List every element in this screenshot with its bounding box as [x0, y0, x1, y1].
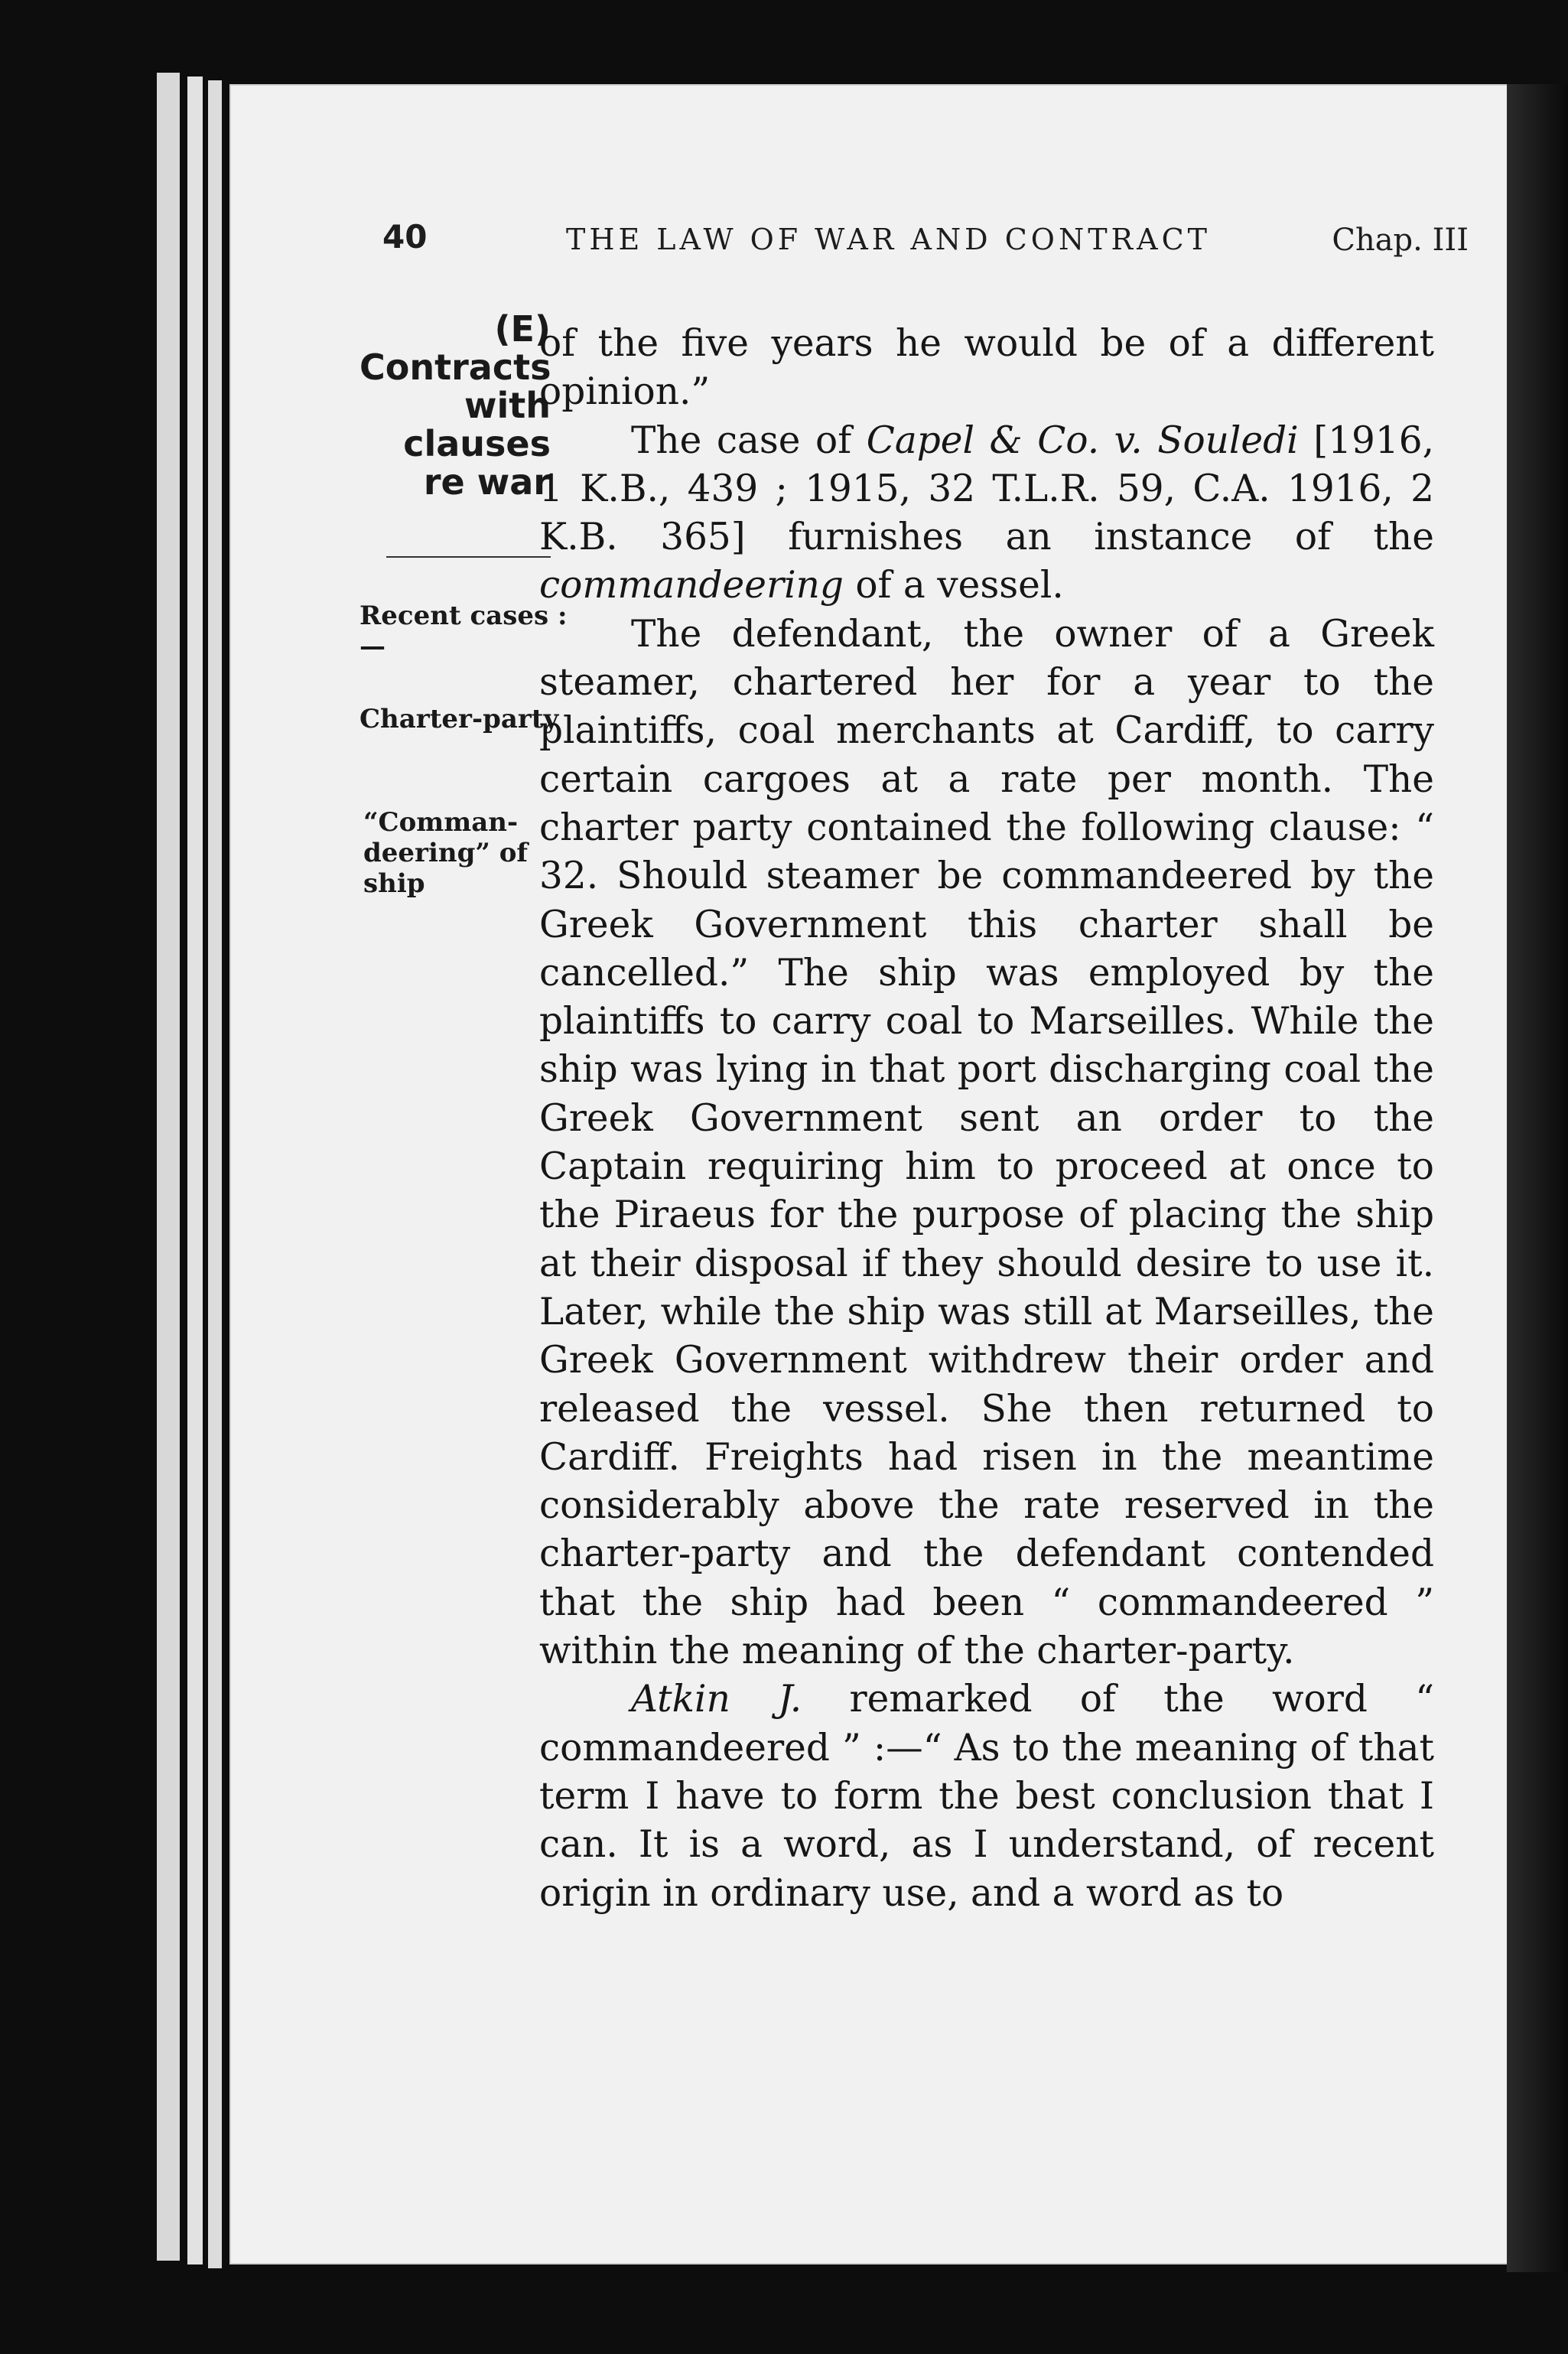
case-end: of a vessel. [843, 564, 1064, 607]
body-text [539, 320, 1434, 1918]
judgment-text: remarked of the word “ commandeered ” :—“ As to the meaning of that term I have to form the best conclusion that I can. It is a word, as I understand, of recent origin in ordinary use, and a word as to [539, 1678, 1434, 1915]
margin-note-recent-cases: Recent cases :— [359, 601, 568, 662]
page-gutter-shadow [1507, 84, 1568, 2272]
page-edge [208, 80, 222, 2268]
case-citation: [1916, 1 K.B., 439 ; 1915, 32 T.L.R. 59, C.A. 1916, 2 K.B. 365] furnishes an instance of the [539, 418, 1434, 559]
running-header [382, 210, 1469, 272]
term-commandeering: commandeering [539, 564, 844, 607]
page-number: 40 [382, 218, 428, 256]
margin-section-heading: (E) Contracts with clauses re war [359, 308, 551, 503]
paragraph-case [539, 417, 1434, 610]
case-name: Capel & Co. v. Souledi [866, 418, 1299, 462]
margin-rule [386, 556, 551, 558]
case-intro: The case of [631, 418, 867, 462]
page-edge [157, 73, 180, 2261]
paragraph-opinion: of the five years he would be of a different opinion.” [539, 322, 1434, 414]
margin-note-charter-party: Charter-party [359, 704, 559, 734]
judge-name: Atkin J. [631, 1678, 802, 1721]
margin-note-commandeering: “Comman-deering” of ship [363, 807, 529, 899]
page-edge [187, 77, 203, 2264]
paragraph-facts: The defendant, the owner of a Greek steamer, chartered her for a year to the plaintiffs, coal merchants at Cardiff, to carry certain cargoes at a rate per month. The charter party contained the following clause: “ 32. Should steamer be commandeered by the Greek Government this charter shall be cancelled.” The ship was employed by the plaintiffs to carry coal to Marseilles. While the ship was lying in that port discharging coal the Greek Government sent an order to the Captain requiring him to proceed at once to the Piraeus for the purpose of placing the ship at their disposal if they should desire to use it. Later, while the ship was still at Marseilles, the Greek Government withdrew their order and released the vessel. She then returned to Cardiff. Freights had risen in the meantime considerably above the rate reserved in the charter-party and the defendant contended that the ship had been “ commandeered ” within the meaning of the charter-party. [539, 612, 1434, 1673]
paragraph-judgment [539, 1675, 1434, 1917]
running-title: THE LAW OF WAR AND CONTRACT [566, 223, 1212, 256]
chapter-label: Chap. III [1332, 223, 1469, 258]
